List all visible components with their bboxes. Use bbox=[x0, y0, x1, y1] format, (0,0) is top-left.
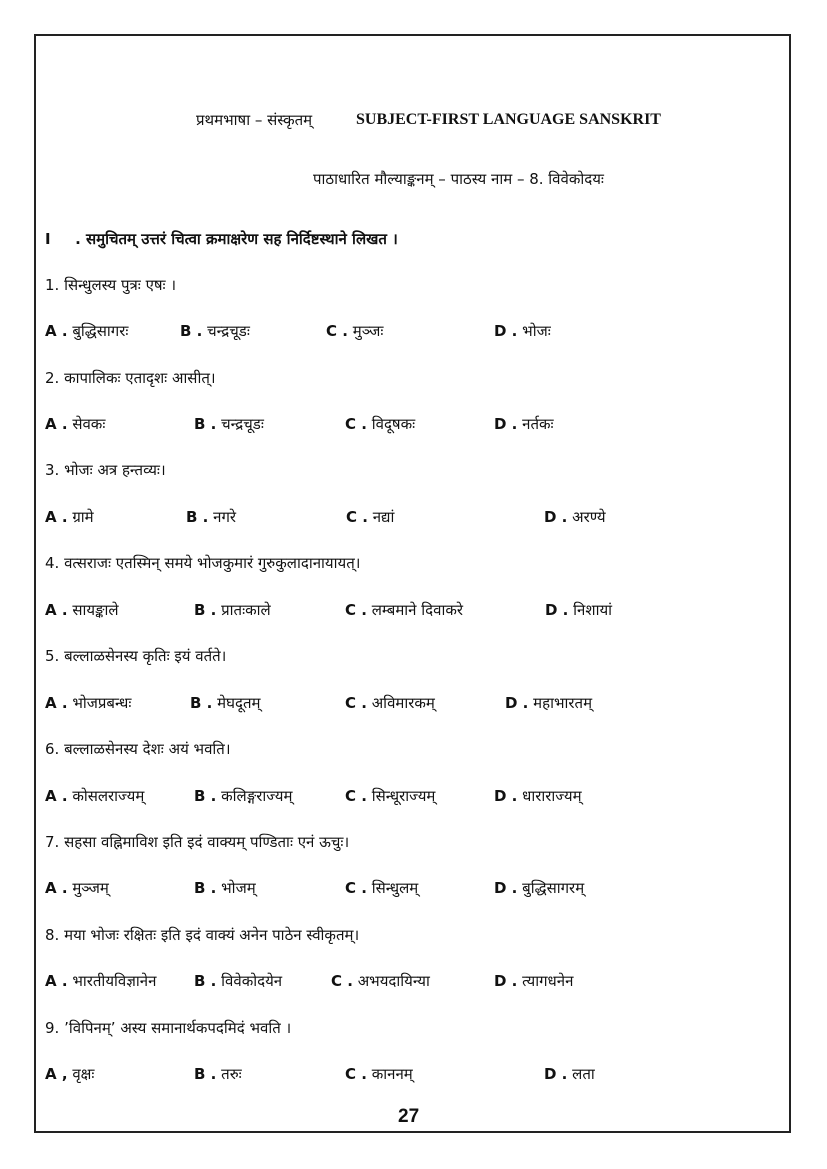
q8-option-a: A . भारतीयविज्ञानेन bbox=[45, 972, 157, 990]
q9-option-c: C . काननम् bbox=[345, 1065, 413, 1083]
q6-option-b: B . कलिङ्गराज्यम् bbox=[194, 787, 293, 805]
q8-option-b: B . विवेकोदयेन bbox=[194, 972, 283, 990]
question-1: 1. सिन्धुलस्य पुत्रः एषः । bbox=[45, 276, 177, 294]
q6-option-d: D . धाराराज्यम् bbox=[494, 787, 582, 805]
question-5: 5. बल्लाळसेनस्य कृतिः इयं वर्तते। bbox=[45, 647, 227, 665]
q7-option-d: D . बुद्धिसागरम् bbox=[494, 879, 585, 897]
q1-option-a: A . बुद्धिसागरः bbox=[45, 322, 129, 340]
question-7: 7. सहसा वह्निमाविश इति इदं वाक्यम् पण्डिताः एनं ऊचुः। bbox=[45, 833, 350, 851]
page-border bbox=[34, 34, 791, 1133]
q9-option-b: B . तरुः bbox=[194, 1065, 242, 1083]
q4-option-d: D . निशायां bbox=[545, 601, 613, 619]
q2-option-a: A . सेवकः bbox=[45, 415, 106, 433]
q4-option-b: B . प्रातःकाले bbox=[194, 601, 271, 619]
q3-option-d: D . अरण्ये bbox=[544, 508, 606, 526]
q8-option-d: D . त्यागधनेन bbox=[494, 972, 574, 990]
q7-option-a: A . मुञ्जम् bbox=[45, 879, 109, 897]
section-text: . समुचितम् उत्तरं चित्वा क्रमाक्षरेण सह निर्दिष्टस्थाने लिखत । bbox=[75, 230, 398, 248]
q6-option-c: C . सिन्धूराज्यम् bbox=[345, 787, 436, 805]
question-8: 8. मया भोजः रक्षितः इति इदं वाक्यं अनेन पाठेन स्वीकृतम्। bbox=[45, 926, 360, 944]
q2-option-b: B . चन्द्रचूडः bbox=[194, 415, 264, 433]
q8-option-c: C . अभयदायिन्या bbox=[331, 972, 430, 990]
q4-option-c: C . लम्बमाने दिवाकरे bbox=[345, 601, 464, 619]
question-6: 6. बल्लाळसेनस्य देशः अयं भवति। bbox=[45, 740, 231, 758]
title-sanskrit: प्रथमभाषा – संस्कृतम् bbox=[196, 111, 313, 129]
title-english: SUBJECT-FIRST LANGUAGE SANSKRIT bbox=[356, 111, 661, 128]
page-number: 27 bbox=[398, 1106, 420, 1127]
question-4: 4. वत्सराजः एतस्मिन् समये भोजकुमारं गुरुकुलादानायायत्। bbox=[45, 554, 361, 572]
q2-option-d: D . नर्तकः bbox=[494, 415, 554, 433]
question-2: 2. कापालिकः एतादृशः आसीत्। bbox=[45, 369, 216, 387]
q3-option-b: B . नगरे bbox=[186, 508, 237, 526]
section-roman: I bbox=[45, 230, 51, 248]
q4-option-a: A . सायङ्काले bbox=[45, 601, 119, 619]
q1-option-d: D . भोजः bbox=[494, 322, 551, 340]
q1-option-c: C . मुञ्जः bbox=[326, 322, 384, 340]
q3-option-a: A . ग्रामे bbox=[45, 508, 94, 526]
q7-option-c: C . सिन्धुलम् bbox=[345, 879, 419, 897]
q5-option-b: B . मेघदूतम् bbox=[190, 694, 261, 712]
q3-option-c: C . नद्यां bbox=[346, 508, 395, 526]
q9-option-a: A , वृक्षः bbox=[45, 1065, 95, 1083]
q5-option-c: C . अविमारकम् bbox=[345, 694, 435, 712]
q2-option-c: C . विदूषकः bbox=[345, 415, 416, 433]
subtitle: पाठाधारित मौल्याङ्कनम् – पाठस्य नाम – 8. विवेकोदयः bbox=[313, 170, 604, 188]
question-3: 3. भोजः अत्र हन्तव्यः। bbox=[45, 461, 166, 479]
q1-option-b: B . चन्द्रचूडः bbox=[180, 322, 250, 340]
q7-option-b: B . भोजम् bbox=[194, 879, 256, 897]
q5-option-a: A . भोजप्रबन्धः bbox=[45, 694, 132, 712]
q6-option-a: A . कोसलराज्यम् bbox=[45, 787, 145, 805]
section-instruction bbox=[45, 229, 398, 249]
q9-option-d: D . लता bbox=[544, 1065, 595, 1083]
question-9: 9. ’विपिनम्’ अस्य समानार्थकपदमिदं भवति । bbox=[45, 1019, 292, 1037]
q5-option-d: D . महाभारतम् bbox=[505, 694, 593, 712]
